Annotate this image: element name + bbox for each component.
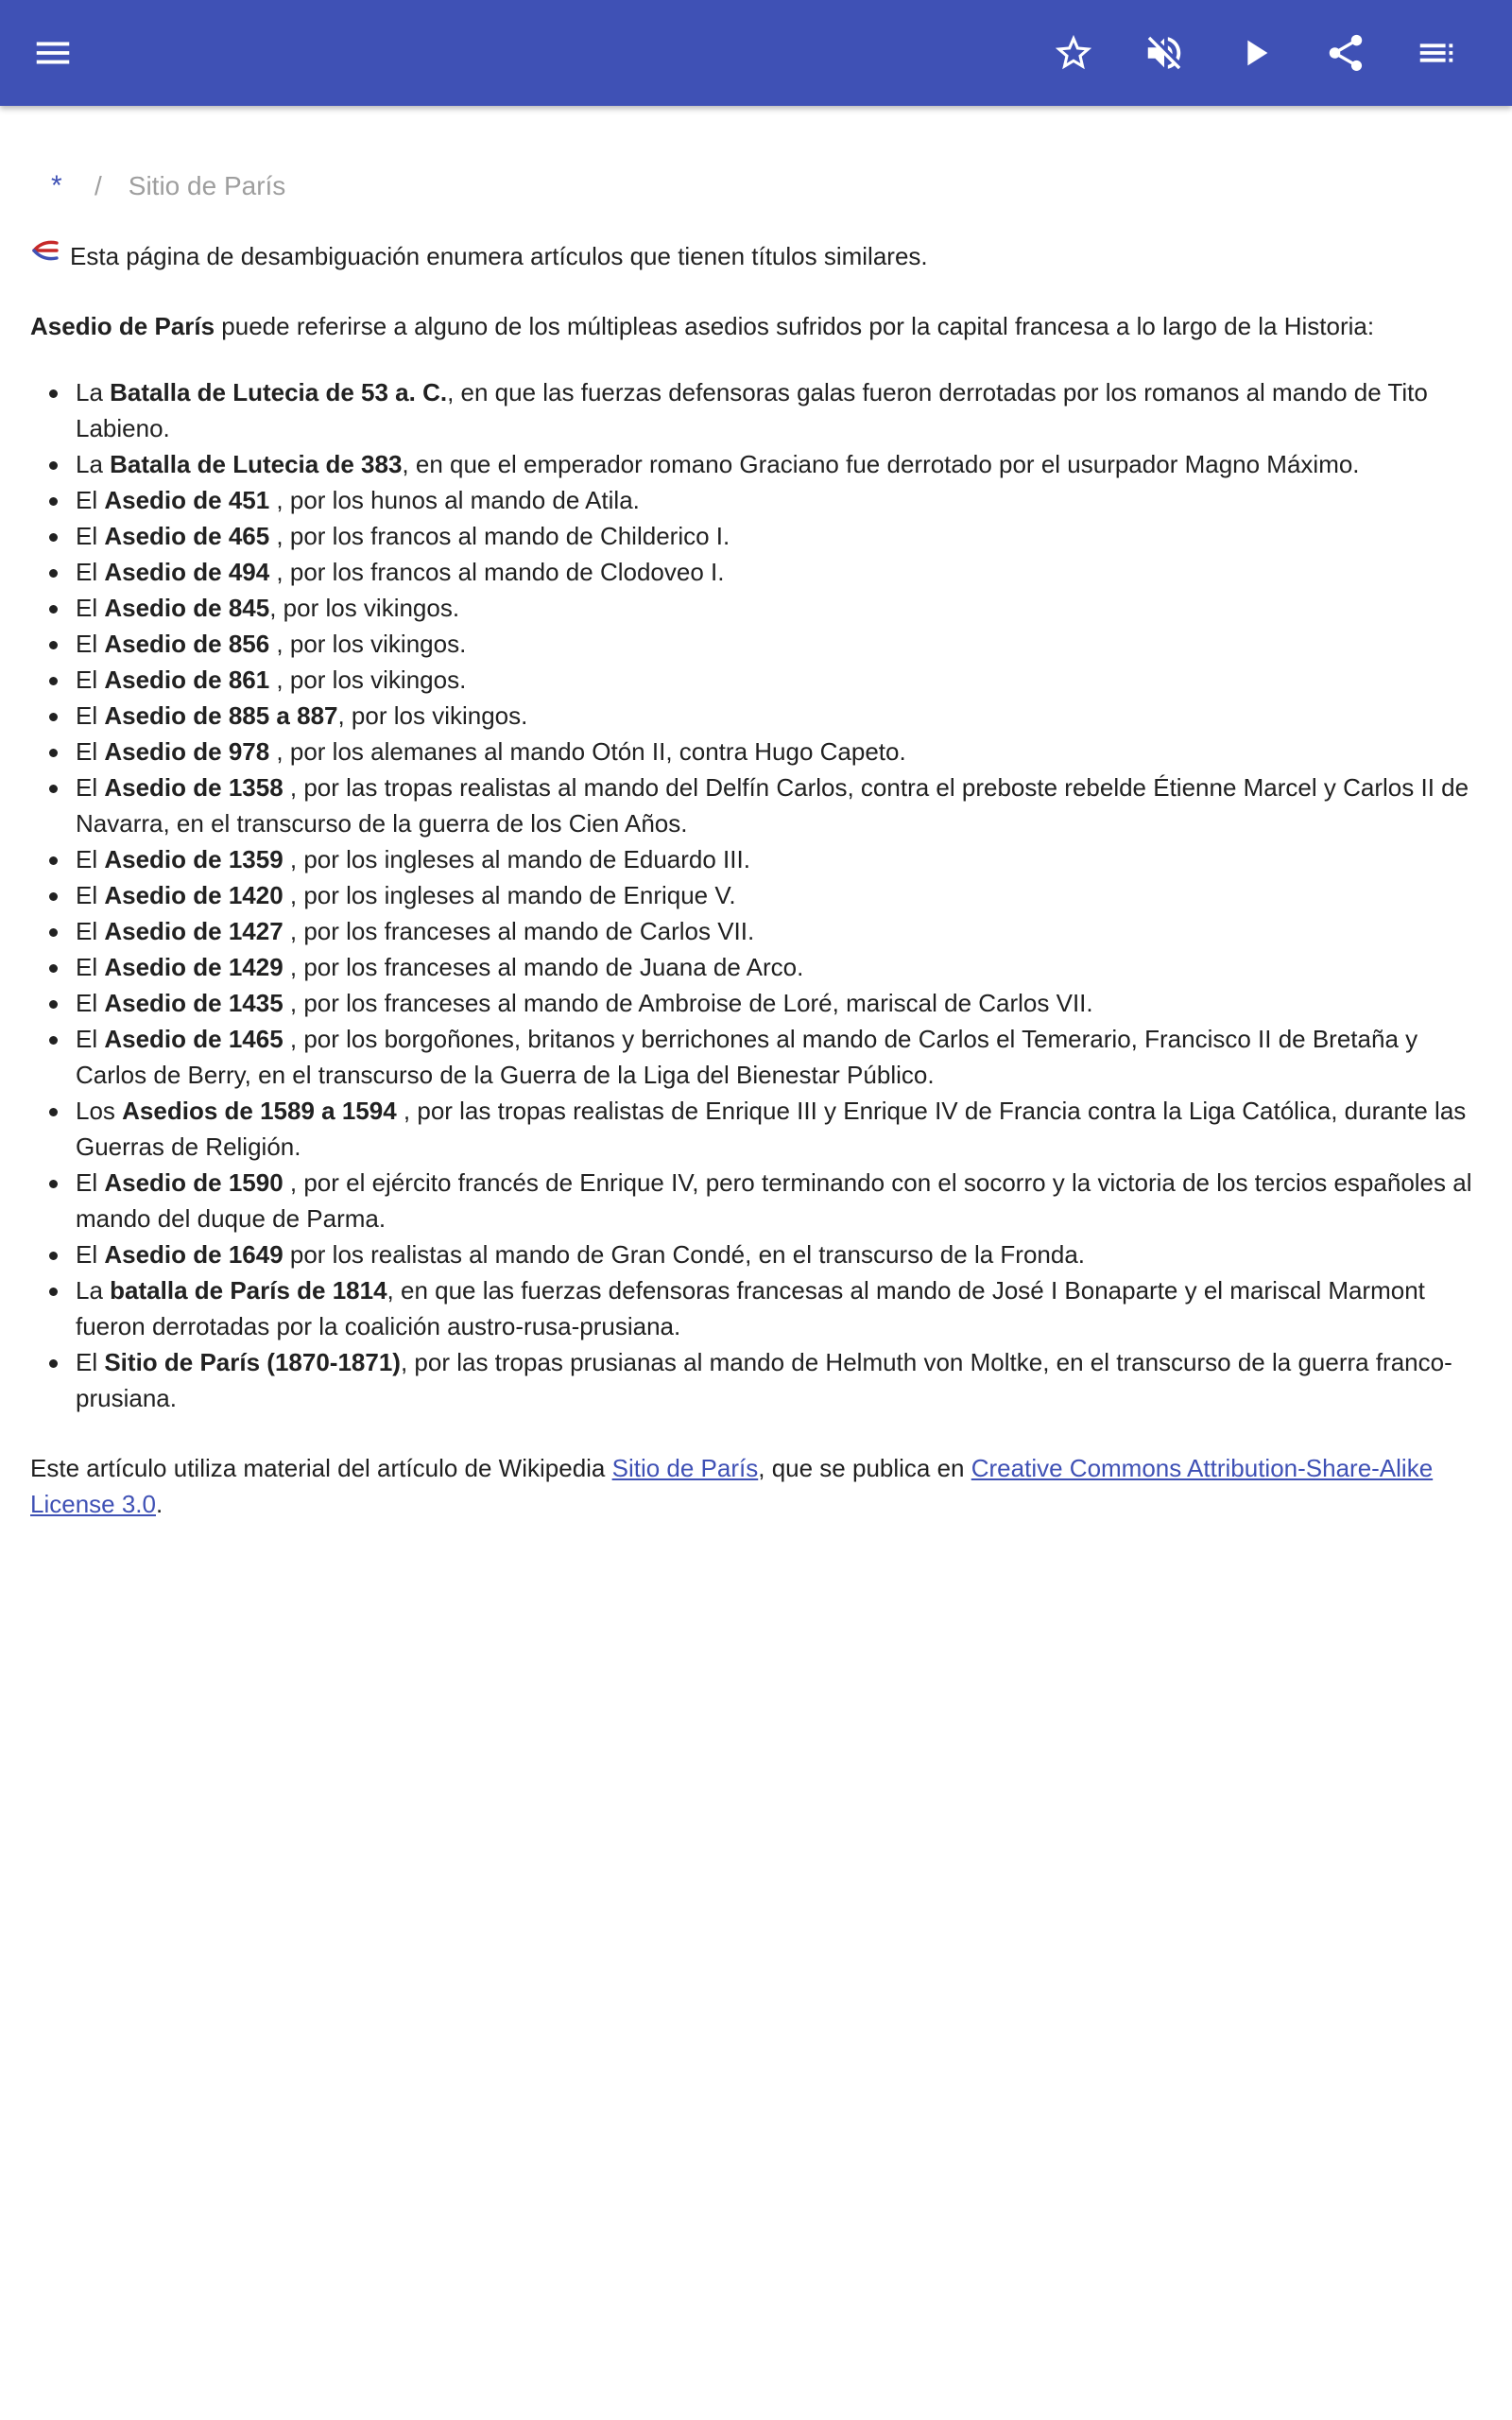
list-item-description: por los realistas al mando de Gran Condé, en el transcurso de la Fronda.	[283, 1240, 1086, 1269]
list-item	[30, 626, 1482, 662]
list-item	[30, 734, 1482, 769]
list-item	[30, 1021, 1482, 1093]
list-item-description: , por los ingleses al mando de Eduardo III.	[283, 845, 750, 873]
list-item-prefix: El	[76, 881, 105, 909]
list-item	[30, 1165, 1482, 1236]
list-item-title: Asedio de 1435	[104, 989, 284, 1017]
list-item-description: , por las tropas realistas al mando del Delfín Carlos, contra el preboste rebelde Étienne Marcel y Carlos II de Navarra, en el transcurso de la guerra de los Cien Años.	[76, 773, 1469, 838]
list-item-description: , por los alemanes al mando Otón II, contra Hugo Capeto.	[269, 737, 906, 766]
list-item	[30, 877, 1482, 913]
list-item-title: Asedio de 1427	[104, 917, 284, 945]
list-item	[30, 374, 1482, 446]
list-item-prefix: El	[76, 953, 105, 981]
breadcrumb	[51, 170, 285, 202]
list-item-prefix: Los	[76, 1097, 123, 1125]
list-item	[30, 985, 1482, 1021]
list-item-title: Asedio de 1590	[104, 1168, 284, 1197]
list-item-prefix: El	[76, 1348, 105, 1376]
list-item	[30, 841, 1482, 877]
breadcrumb-current: Sitio de París	[128, 171, 286, 200]
list-item-title: Sitio de París (1870-1871)	[104, 1348, 401, 1376]
volume-off-icon[interactable]	[1136, 25, 1193, 81]
attribution-text-3: .	[155, 1490, 163, 1518]
list-item-prefix: El	[76, 1240, 105, 1269]
list-item-title: batalla de París de 1814	[110, 1276, 387, 1305]
list-item-description: , en que el emperador romano Graciano fue derrotado por el usurpador Magno Máximo.	[402, 450, 1360, 478]
list-item	[30, 949, 1482, 985]
intro-title: Asedio de París	[30, 312, 215, 340]
list-item-title: Asedio de 885 a 887	[104, 701, 338, 730]
list-item-description: , por las tropas realistas de Enrique III y Enrique IV de Francia contra la Liga Católica, durante las Guerras de Religión.	[76, 1097, 1467, 1161]
share-icon[interactable]	[1317, 25, 1374, 81]
list-item-title: Asedio de 1649	[104, 1240, 284, 1269]
siege-list	[30, 374, 1482, 1416]
list-item	[30, 1344, 1482, 1416]
list-item-prefix: La	[76, 378, 111, 406]
list-item-prefix: El	[76, 773, 105, 802]
list-item	[30, 662, 1482, 698]
list-item-description: , en que las fuerzas defensoras galas fueron derrotadas por los romanos al mando de Tito Labieno.	[76, 378, 1428, 442]
list-item-title: Asedio de 1420	[104, 881, 284, 909]
list-item-prefix: El	[76, 486, 105, 514]
list-item-title: Asedio de 845	[104, 594, 270, 622]
list-item	[30, 590, 1482, 626]
list-item-title: Asedios de 1589 a 1594	[122, 1097, 397, 1125]
list-item	[30, 1272, 1482, 1344]
attribution-note	[30, 1450, 1482, 1522]
list-item	[30, 913, 1482, 949]
list-item-title: Asedio de 856	[104, 630, 270, 658]
list-item-prefix: El	[76, 917, 105, 945]
disambiguation-icon	[30, 239, 59, 264]
list-item-prefix: La	[76, 450, 111, 478]
list-item-prefix: El	[76, 989, 105, 1017]
list-item-description: , por los vikingos.	[269, 630, 467, 658]
list-item-description: , por los franceses al mando de Ambroise de Loré, mariscal de Carlos VII.	[283, 989, 1093, 1017]
list-item-title: Asedio de 978	[104, 737, 270, 766]
list-item	[30, 518, 1482, 554]
list-item-description: , por los vikingos.	[337, 701, 528, 730]
list-item-description: , por los vikingos.	[269, 594, 460, 622]
breadcrumb-home[interactable]: *	[51, 170, 62, 201]
list-item	[30, 1093, 1482, 1165]
list-item-title: Asedio de 1358	[104, 773, 284, 802]
list-item-title: Asedio de 1359	[104, 845, 284, 873]
list-item-prefix: El	[76, 666, 105, 694]
list-item-description: , por los franceses al mando de Juana de Arco.	[283, 953, 804, 981]
intro-paragraph	[30, 308, 1482, 344]
list-item-title: Batalla de Lutecia de 53 a. C.	[110, 378, 448, 406]
list-item-prefix: El	[76, 594, 105, 622]
list-item	[30, 482, 1482, 518]
disambiguation-text: Esta página de desambiguación enumera artículos que tienen títulos similares.	[70, 242, 928, 270]
list-item-description: , por las tropas prusianas al mando de Helmuth von Moltke, en el transcurso de la guerra franco-prusiana.	[76, 1348, 1452, 1412]
list-item-prefix: El	[76, 701, 105, 730]
list-item-title: Asedio de 465	[104, 522, 270, 550]
list-item	[30, 698, 1482, 734]
list-item-prefix: El	[76, 737, 105, 766]
list-item-prefix: El	[76, 1168, 105, 1197]
list-item-title: Asedio de 1429	[104, 953, 284, 981]
list-item-title: Asedio de 1465	[104, 1025, 284, 1053]
list-item-prefix: El	[76, 630, 105, 658]
list-item-prefix: El	[76, 522, 105, 550]
list-item-title: Asedio de 494	[104, 558, 270, 586]
list-item-title: Asedio de 451	[104, 486, 270, 514]
disambiguation-notice	[30, 242, 928, 271]
list-item-description: , por los hunos al mando de Atila.	[269, 486, 640, 514]
list-item	[30, 554, 1482, 590]
list-item-prefix: El	[76, 1025, 105, 1053]
intro-text: puede referirse a alguno de los múltipleas asedios sufridos por la capital francesa a lo largo de la Historia:	[215, 312, 1375, 340]
list-item-description: , por los ingleses al mando de Enrique V.	[283, 881, 736, 909]
list-item	[30, 1236, 1482, 1272]
list-item-title: Batalla de Lutecia de 383	[110, 450, 403, 478]
list-item	[30, 446, 1482, 482]
list-item-prefix: El	[76, 845, 105, 873]
list-item-prefix: La	[76, 1276, 111, 1305]
list-item-title: Asedio de 861	[104, 666, 270, 694]
app-bar	[0, 0, 1512, 106]
license-link[interactable]: Creative Commons Attribution-Share-Alike License 3.0	[30, 1454, 1434, 1518]
list-item-prefix: El	[76, 558, 105, 586]
star-outline-icon[interactable]	[1045, 25, 1102, 81]
list-item-description: , por los francos al mando de Childerico I.	[269, 522, 730, 550]
list-item-description: , por el ejército francés de Enrique IV, pero terminando con el socorro y la victoria de los tercios españoles al mando del duque de Parma.	[76, 1168, 1472, 1233]
attribution-text-2: , que se publica en	[758, 1454, 971, 1482]
list-item-description: , por los francos al mando de Clodoveo I.	[269, 558, 725, 586]
list-item-description: , por los vikingos.	[269, 666, 467, 694]
play-icon[interactable]	[1227, 25, 1283, 81]
attribution-text: Este artículo utiliza material del artículo de Wikipedia	[30, 1454, 612, 1482]
menu-icon[interactable]	[25, 25, 81, 81]
breadcrumb-separator: /	[94, 171, 102, 200]
list-item-description: , en que las fuerzas defensoras francesas al mando de José I Bonaparte y el mariscal Marmont fueron derrotadas por la coalición austro-rusa-prusiana.	[76, 1276, 1425, 1340]
list-item	[30, 769, 1482, 841]
wikipedia-article-link[interactable]: Sitio de París	[611, 1454, 759, 1482]
playlist-icon[interactable]	[1408, 25, 1465, 81]
list-item-description: , por los franceses al mando de Carlos VII.	[283, 917, 755, 945]
list-item-description: , por los borgoñones, britanos y berrichones al mando de Carlos el Temerario, Francisco II de Bretaña y Carlos de Berry, en el transcurso de la Guerra de la Liga del Bienestar Público.	[76, 1025, 1418, 1089]
